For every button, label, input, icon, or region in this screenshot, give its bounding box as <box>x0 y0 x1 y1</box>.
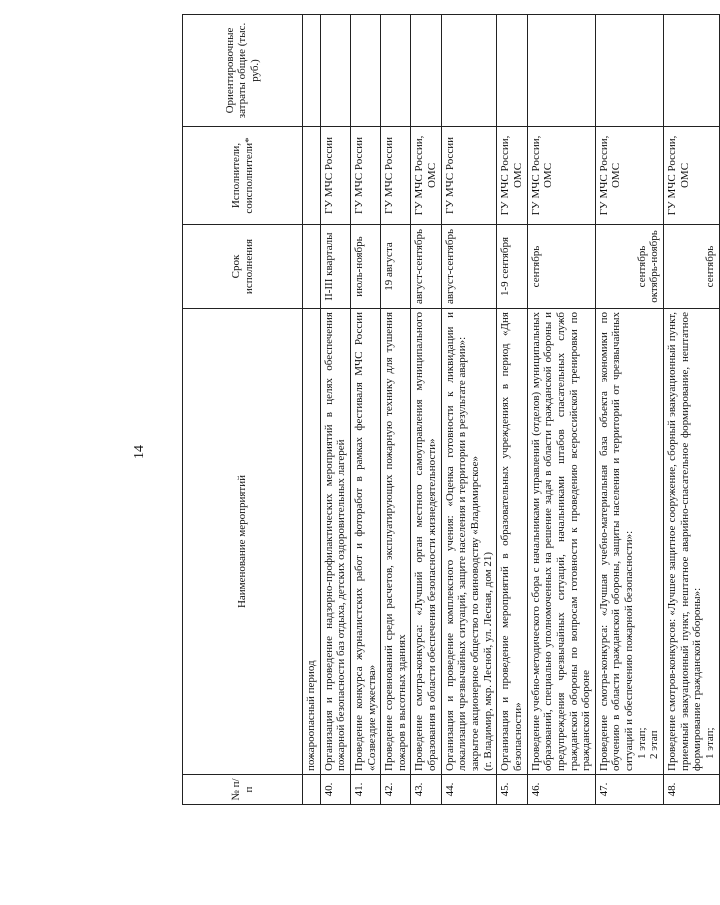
table-row <box>303 15 321 805</box>
row-name-cell <box>441 309 497 775</box>
row-exec: ГУ МЧС России, ОМС <box>527 127 595 225</box>
row-exec: ГУ МЧС России, ОМС <box>595 127 663 225</box>
row-exec: ГУ МЧС России <box>350 127 380 225</box>
row-term: 19 августа <box>381 225 411 309</box>
row-term: 1-9 сентября <box>497 225 527 309</box>
header-exec: Исполнители, соисполнители* <box>183 127 303 225</box>
term-stage-1: сентябрь <box>635 245 648 288</box>
row-num: 42. <box>381 775 411 805</box>
row-exec: ГУ МЧС России <box>320 127 350 225</box>
table-row <box>664 15 720 805</box>
row-cost <box>595 15 663 127</box>
row-name: Проведение смотра-конкурса: «Лучшая учебно-материальная база объекта экономики по обучению в области гражданской обороны, защиты населения и территорий от чрезвычайных ситуаций и обеспечению пожарной безопасности»: <box>597 312 636 771</box>
row-term: июль-ноябрь <box>350 225 380 309</box>
rotated-table-container <box>182 15 716 805</box>
row-num: 45. <box>497 775 527 805</box>
term-stage-1: сентябрь <box>703 245 716 288</box>
row-name: Организация и проведение мероприятий в образовательных учреждениях в период «Дня безопасности» <box>497 309 527 775</box>
row-cost <box>441 15 497 127</box>
row-term-cell <box>664 225 720 309</box>
row-exec: ГУ МЧС России, ОМС <box>497 127 527 225</box>
row-num: 43. <box>411 775 441 805</box>
row-exec: ГУ МЧС России, ОМС <box>411 127 441 225</box>
row-cost <box>381 15 411 127</box>
row-cost <box>350 15 380 127</box>
row-cost <box>664 15 720 127</box>
row-name: Проведение смотра-конкурса: «Лучший орган местного самоуправления муниципального образования в области обеспечения безопасности жизнедеятельности» <box>411 309 441 775</box>
row-exec: ГУ МЧС России <box>381 127 411 225</box>
row-term: август-сентябрь <box>441 225 497 309</box>
header-name: Наименование мероприятий <box>183 309 303 775</box>
table-header-row <box>183 15 303 805</box>
stage-1: 1 этап; <box>635 727 648 759</box>
row-term: август-сентябрь <box>411 225 441 309</box>
row-cost <box>527 15 595 127</box>
row-name: пожароопасный период <box>303 309 321 775</box>
row-name: Проведение конкурса журналистских работ и фоторабот в рамках фестиваля МЧС России «Созвездие мужества» <box>350 309 380 775</box>
row-name: Проведение соревнований среди расчетов, эксплуатирующих пожарную технику для тушения пожаров в высотных зданиях <box>381 309 411 775</box>
row-num: 40. <box>320 775 350 805</box>
row-cost <box>497 15 527 127</box>
row-name: Организация и проведение надзорно-профилактических мероприятий в целях обеспечения пожарной безопасности баз отдыха, детских оздоровительных лагерей <box>320 309 350 775</box>
row-name-detail: закрытое акционерное общество по свиноводству «Владимирское» <box>469 456 482 771</box>
table-row <box>411 15 441 805</box>
table-row <box>350 15 380 805</box>
row-name-cell <box>595 309 663 775</box>
table-row <box>441 15 497 805</box>
row-num: 41. <box>350 775 380 805</box>
row-name-address: (г. Владимир, мкр. Лесной, ул. Лесная, дом 21) <box>481 552 494 771</box>
header-cost: Ориентировочные затраты общие (тыс. руб.) <box>183 15 303 127</box>
stage-2: 2 этап <box>648 730 661 759</box>
row-name: Организация и проведение комплексного учения: «Оценка готовности к ликвидации и локализации чрезвычайных ситуаций, защите населения и территории в результате аварии»: <box>443 312 469 771</box>
row-name: Проведение учебно-методического сбора с начальниками управлений (отделов) муниципальных образований, специально уполномоченных на решение задач в области гражданской обороны и предупреждения чрезвычайных ситуаций, начальниками штабов спасательных служб гражданской обороны по вопросам готовности к проведению всероссийской тренировки по гражданской обороне <box>527 309 595 775</box>
row-cost <box>320 15 350 127</box>
table-row <box>497 15 527 805</box>
table-row <box>320 15 350 805</box>
header-term: Срок исполнения <box>183 225 303 309</box>
row-term: сентябрь <box>527 225 595 309</box>
row-name: Проведение смотров-конкурсов: «Лучшее защитное сооружение, сборный эвакуационный пункт, приемный эвакуационный пункт, нештатное аварийно-спасательное формирование, нештатное формирование гражданской обороны»: <box>666 312 704 771</box>
row-num: 44. <box>441 775 497 805</box>
page-number: 14 <box>132 445 147 459</box>
table-row <box>381 15 411 805</box>
row-term: II-III кварталы <box>320 225 350 309</box>
table-row <box>595 15 663 805</box>
row-exec: ГУ МЧС России <box>441 127 497 225</box>
stage-1: 1 этап; <box>703 727 716 759</box>
row-num: 46. <box>527 775 595 805</box>
row-cost <box>411 15 441 127</box>
row-name-cell <box>664 309 720 775</box>
events-table <box>182 14 720 805</box>
term-stage-2: октябрь-ноябрь <box>648 230 661 303</box>
row-exec: ГУ МЧС России, ОМС <box>664 127 720 225</box>
table-row <box>527 15 595 805</box>
row-num: 47. <box>595 775 663 805</box>
row-term-cell <box>595 225 663 309</box>
header-num: № п/п <box>183 775 303 805</box>
row-num: 48. <box>664 775 720 805</box>
